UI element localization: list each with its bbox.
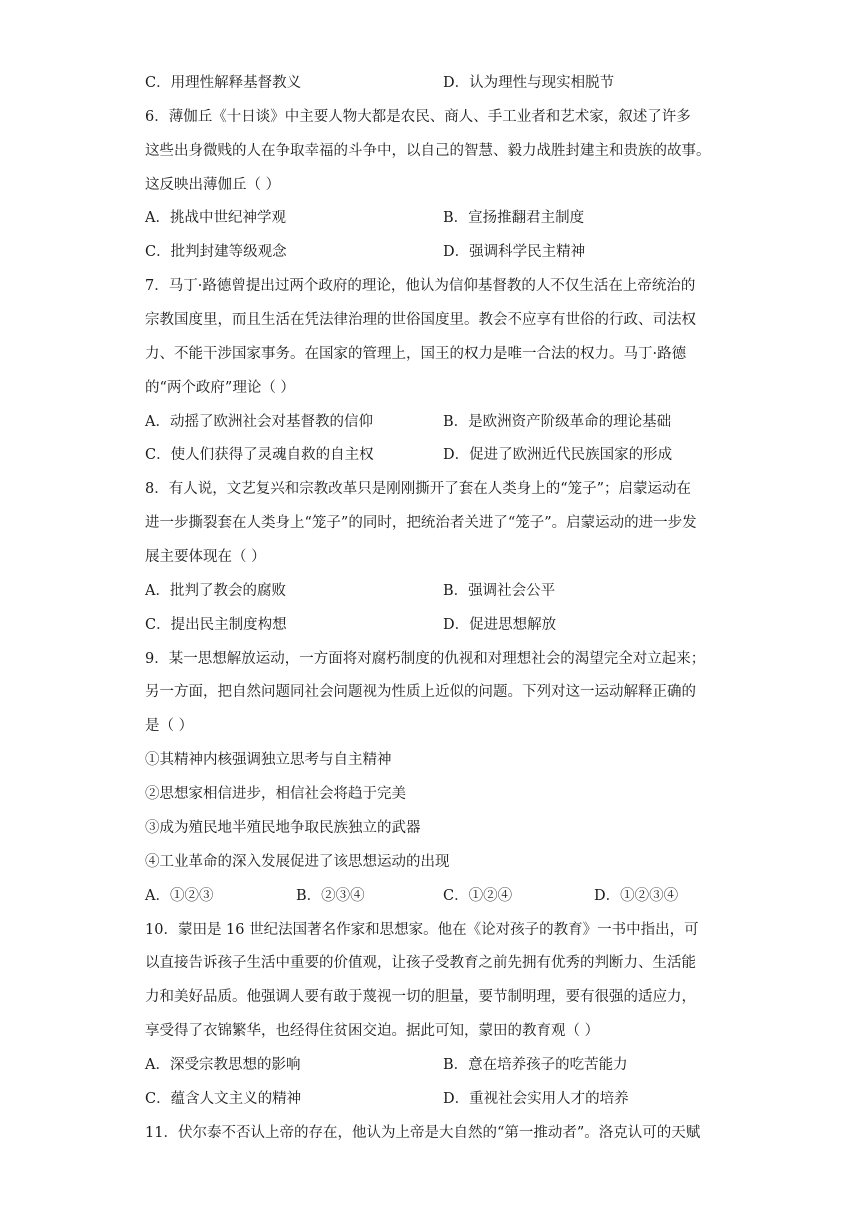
- q6-stem-line-2: 这些出身微贱的人在争取幸福的斗争中，以自己的智慧、毅力战胜封建主和贵族的故事。: [145, 143, 711, 159]
- q9-stem-line-2: 另一方面，把自然问题同社会问题视为性质上近似的问题。下列对这一运动解释正确的: [145, 684, 696, 700]
- q8-option-a: A．批判了教会的腐败: [145, 583, 286, 599]
- prev-option-c: C．用理性解释基督教义: [145, 75, 302, 91]
- q8-option-d: D．促进思想解放: [443, 617, 557, 633]
- q9-stem-line-3: 是（ ）: [145, 718, 194, 734]
- prev-option-d: D．认为理性与现实相脱节: [443, 75, 615, 91]
- q9-statement-4: ④工业革命的深入发展促进了该思想运动的出现: [145, 854, 450, 870]
- q7-stem-line-4: 的“两个政府”理论（ ）: [145, 380, 295, 396]
- q9-stem-line-1: 9．某一思想解放运动，一方面将对腐朽制度的仇视和对理想社会的渴望完全对立起来；: [145, 651, 706, 667]
- q10-option-b: B．意在培养孩子的吃苦能力: [443, 1057, 628, 1073]
- q9-statement-1: ①其精神内核强调独立思考与自主精神: [145, 752, 392, 768]
- q11-stem-line-1: 11．伏尔泰不否认上帝的存在，他认为上帝是大自然的“第一推动者”。洛克认可的天赋: [145, 1125, 701, 1141]
- q9-option-a: A．①②③: [145, 888, 214, 904]
- q10-option-d: D．重视社会实用人才的培养: [443, 1091, 629, 1107]
- q8-stem-line-2: 进一步撕裂套在人类身上“笼子”的同时，把统治者关进了“笼子”。启蒙运动的进一步发: [145, 515, 697, 531]
- q7-stem-line-3: 力、不能干涉国家事务。在国家的管理上，国王的权力是唯一合法的权力。马丁·路德: [145, 346, 687, 362]
- q10-stem-line-1: 10．蒙田是 16 世纪法国著名作家和思想家。他在《论对孩子的教育》一书中指出，可: [145, 922, 699, 938]
- q9-statement-3: ③成为殖民地半殖民地争取民族独立的武器: [145, 820, 421, 836]
- q9-statement-2: ②思想家相信进步，相信社会将趋于完美: [145, 786, 406, 802]
- q10-stem-line-3: 力和美好品质。他强调人要有敢于蔑视一切的胆量，要节制明理，要有很强的适应力，: [145, 989, 696, 1005]
- q7-option-d: D．促进了欧洲近代民族国家的形成: [443, 447, 673, 463]
- q9-option-d: D．①②③④: [594, 888, 679, 904]
- q9-option-b: B．②③④: [296, 888, 365, 904]
- q7-option-b: B．是欧洲资产阶级革命的理论基础: [443, 414, 672, 430]
- q6-option-b: B．宣扬推翻君主制度: [443, 210, 585, 226]
- q7-stem-line-2: 宗教国度里，而且生活在凭法律治理的世俗国度里。教会不应享有世俗的行政、司法权: [145, 312, 696, 328]
- q8-option-b: B．强调社会公平: [443, 583, 556, 599]
- q10-stem-line-2: 以直接告诉孩子生活中重要的价值观，让孩子受教育之前先拥有优秀的判断力、生活能: [145, 955, 696, 971]
- q7-option-a: A．动摇了欧洲社会对基督教的信仰: [145, 414, 373, 430]
- q8-stem-line-1: 8．有人说，文艺复兴和宗教改革只是刚刚撕开了套在人类身上的“笼子”；启蒙运动在: [145, 481, 692, 497]
- q6-stem-line-1: 6．薄伽丘《十日谈》中主要人物大都是农民、商人、手工业者和艺术家，叙述了许多: [145, 109, 691, 125]
- q7-stem-line-1: 7．马丁·路德曾提出过两个政府的理论，他认为信仰基督教的人不仅生活在上帝统治的: [145, 278, 696, 294]
- q6-stem-line-3: 这反映出薄伽丘（ ）: [145, 177, 281, 193]
- q9-option-c: C．①②④: [443, 888, 513, 904]
- q6-option-d: D．强调科学民主精神: [443, 244, 586, 260]
- q10-option-c: C．蕴含人文主义的精神: [145, 1091, 302, 1107]
- q6-option-c: C．批判封建等级观念: [145, 244, 287, 260]
- q8-stem-line-3: 展主要体现在（ ）: [145, 549, 266, 565]
- q10-option-a: A．深受宗教思想的影响: [145, 1057, 301, 1073]
- q10-stem-line-4: 享受得了衣锦繁华，也经得住贫困交迫。据此可知，蒙田的教育观（ ）: [145, 1023, 600, 1039]
- q8-option-c: C．提出民主制度构想: [145, 617, 287, 633]
- q7-option-c: C．使人们获得了灵魂自救的自主权: [145, 447, 374, 463]
- q6-option-a: A．挑战中世纪神学观: [145, 210, 286, 226]
